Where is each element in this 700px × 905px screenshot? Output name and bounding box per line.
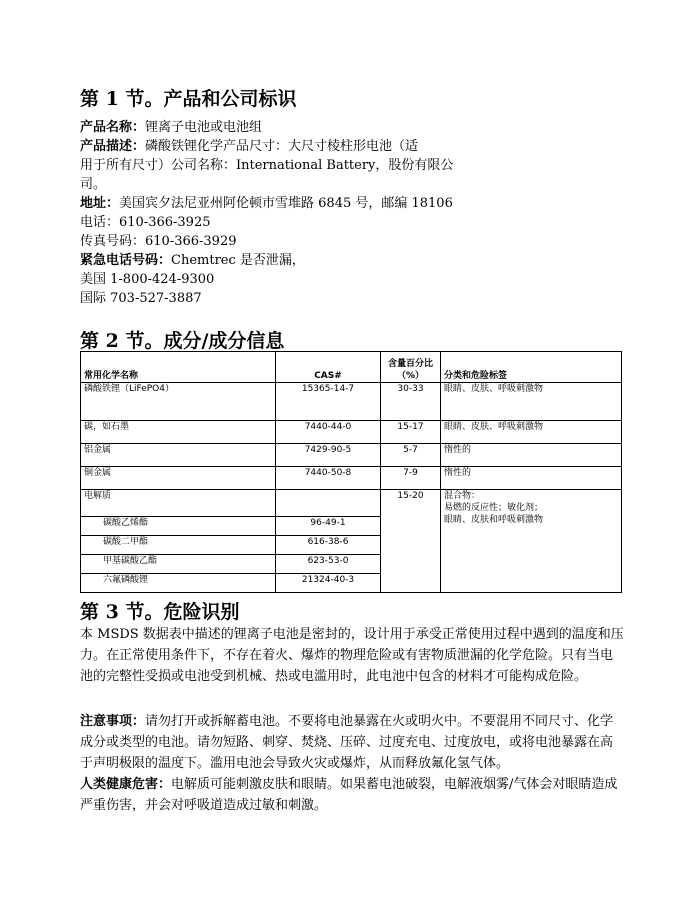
cell-percent: 5-7 (381, 444, 441, 467)
cell-percent: 7-9 (381, 467, 441, 490)
cell-name: 六氟磷酸锂 (81, 574, 276, 593)
product-desc-line-1 (80, 137, 418, 156)
address: 美国宾夕法尼亚州阿伦顿市雪堆路 6845 号，邮编 18106 (119, 196, 453, 211)
caution-text: 请勿打开或拆解蓄电池。不要将电池暴露在火或明火中。不要混用不同尺寸、化学成分或类型的电池。请勿短路、刺穿、焚烧、压碎、过度充电、过度放电，或将电池暴露在高于声明极限的温度下。滥用电池会导致火灾或爆炸，从而释放氟化氢气体。 (80, 714, 614, 771)
caution-label: 注意事项： (80, 714, 146, 729)
product-desc-line-3: 司。 (80, 177, 107, 192)
health-text: 电解质可能刺激皮肤和眼睛。如果蓄电池破裂，电解液烟雾/气体会对眼睛造成严重伤害，并会对呼吸道造成过敏和刺激。 (80, 777, 618, 813)
cell-cas: 7429-90-5 (276, 444, 381, 467)
section-3-title: 第 3 节。危险识别 (80, 601, 240, 623)
cell-name: 铜金属 (81, 467, 276, 490)
cell-cas-empty (276, 490, 381, 517)
cell-percent: 15-17 (381, 421, 441, 444)
cell-hazard: 惰性的 (441, 444, 622, 467)
emergency-line (80, 251, 305, 270)
header-chemical-name: 常用化学名称 (81, 352, 276, 383)
product-name: 锂离子电池或电池组 (145, 120, 263, 135)
cell-name: 铝金属 (81, 444, 276, 467)
section-1-title: 第 1 节。产品和公司标识 (80, 88, 297, 110)
cell-name: 甲基碳酸乙酯 (81, 555, 276, 574)
table-row (81, 467, 622, 490)
cell-hazard: 混合物： 易燃的反应性；敏化剂； 眼睛、皮肤和呼吸刺激物 (441, 490, 622, 593)
cell-name: 碳酸乙烯酯 (81, 517, 276, 536)
product-name-label: 产品名称： (80, 120, 146, 135)
cell-hazard: 眼睛、皮肤、呼吸刺激物 (441, 383, 622, 421)
emergency: Chemtrec 是否泄漏， (171, 253, 305, 268)
table-header-row (81, 352, 622, 383)
cell-hazard: 眼睛、皮肤、呼吸刺激物 (441, 421, 622, 444)
cell-cas: 15365-14-7 (276, 383, 381, 421)
emergency-label: 紧急电话号码： (80, 253, 172, 268)
caution-paragraph (80, 711, 625, 774)
cell-percent: 15-20 (381, 490, 441, 593)
hazard-intro: 本 MSDS 数据表中描述的锂离子电池是密封的，设计用于承受正常使用过程中遇到的温度和压力。在正常使用条件下，不存在着火、爆炸的物理危险或有害物质泄漏的化学危险。只有当电池的完整性受损或电池受到机械、热或电滥用时，此电池中包含的材料才可能构成危险。 (80, 627, 624, 684)
product-desc-line-2: 用于所有尺寸）公司名称：International Battery，股份有限公 (80, 158, 454, 173)
header-cas: CAS# (276, 352, 381, 383)
table-row (81, 421, 622, 444)
header-percent: 含量百分比 （%） (381, 352, 441, 383)
address-label: 地址： (80, 196, 120, 211)
table-row (81, 444, 622, 467)
fax-line: 传真号码：610-366-3929 (80, 234, 237, 249)
cell-name: 碳酸二甲酯 (81, 536, 276, 555)
phone-line: 电话：610-366-3925 (80, 215, 211, 230)
cell-percent: 30-33 (381, 383, 441, 421)
product-desc-label: 产品描述： (80, 139, 146, 154)
cell-hazard: 惰性的 (441, 467, 622, 490)
health-paragraph (80, 774, 625, 816)
product-name-line (80, 118, 262, 137)
cell-cas: 7440-44-0 (276, 421, 381, 444)
cell-name: 碳，如石墨 (81, 421, 276, 444)
header-hazard: 分类和危险标签 (441, 352, 622, 383)
cell-cas: 616-38-6 (276, 536, 381, 555)
cell-cas: 623-53-0 (276, 555, 381, 574)
us-phone-line: 美国 1-800-424-9300 (80, 272, 215, 287)
section-2-title: 第 2 节。成分/成分信息 (80, 330, 285, 352)
composition-table (80, 351, 622, 593)
product-desc-1: 磷酸铁锂化学产品尺寸：大尺寸棱柱形电池（适 (145, 139, 419, 154)
table-row-electrolyte (81, 490, 622, 517)
health-label: 人类健康危害： (80, 777, 172, 792)
cell-cas: 21324-40-3 (276, 574, 381, 593)
address-line (80, 194, 453, 213)
intl-phone-line: 国际 703-527-3887 (80, 291, 202, 306)
table-row (81, 383, 622, 421)
cell-name: 电解质 (81, 490, 276, 517)
cell-cas: 7440-50-8 (276, 467, 381, 490)
cell-name: 磷酸铁锂（LiFePO4） (81, 383, 276, 421)
cell-cas: 96-49-1 (276, 517, 381, 536)
